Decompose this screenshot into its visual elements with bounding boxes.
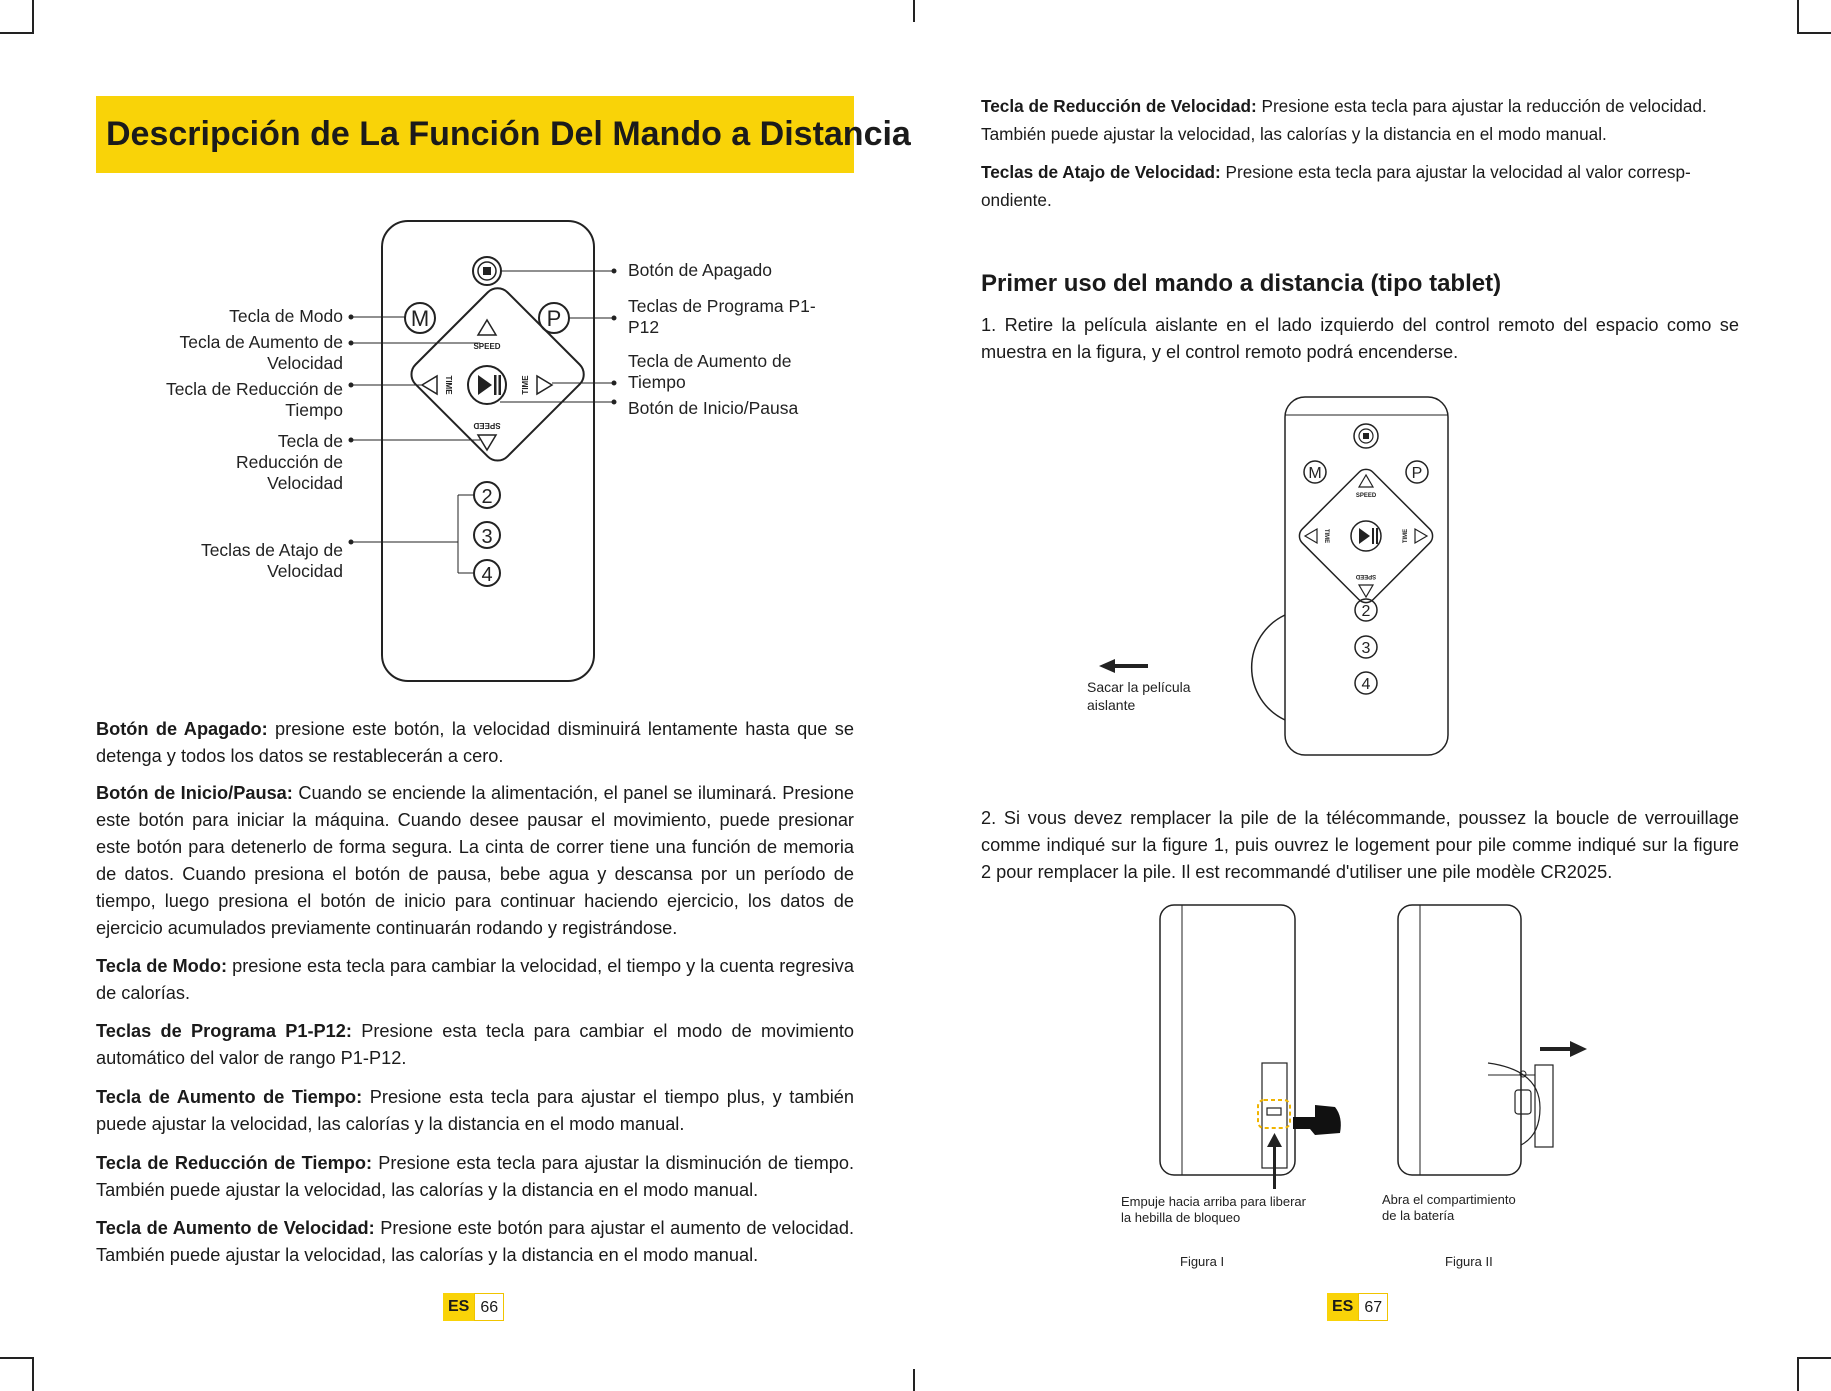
diagram-label: Teclas de Programa P1- [628,296,816,316]
step-2-text: 2. Si vous devez remplacer la pile de la télécommande, poussez la boucle de verrouillage comme indiqué sur la figure 1, puis ouvrez le logement pour pile comme indiqué sur la figure 2 pour remplacer la pile. Il est recommandé d'utiliser une pile modèle CR2025. [981,808,1739,882]
section-subtitle: Primer uso del mando a distancia (tipo tablet) [981,270,1502,297]
term-label: Tecla de Aumento de Velocidad: [96,1218,375,1238]
shortcut-number: 2 [481,486,493,508]
film-label-line-1: Sacar la película [1087,679,1191,695]
shortcut-number: 3 [481,526,493,548]
shortcut-number: 2 [1361,603,1371,620]
mode-letter: M [410,306,430,331]
diagram-label: Reducción de [235,452,343,472]
title-banner [96,96,911,173]
term-label: Botón de Apagado: [96,719,268,739]
diagram-label: Tecla de Reducción de [165,379,343,399]
program-letter: P [546,306,562,331]
diagram-label: Botón de Inicio/Pausa [628,398,799,418]
description-paragraph [96,780,854,942]
term-label: Tecla de Reducción de Velocidad: [981,96,1257,116]
time-up-text: TIME [1403,528,1409,544]
shortcut-button-4 [474,560,500,586]
left-labels [166,306,343,581]
term-description: Presione este botón para ajustar el aumento de velocidad. También puede ajustar la velocidad, las calorías y la distancia en el modo manual. [96,1218,855,1265]
page-number-left [443,1293,504,1321]
figure-2 [1382,895,1650,1270]
diagram-label: Tecla de Modo [229,306,343,326]
page-title: Descripción de La Función Del Mando a Distancia [106,115,911,153]
diagram-label: Velocidad [267,353,343,373]
term-description: Presione esta tecla para cambiar el modo de movimiento automático del valor de rango P1-P12. [96,1021,854,1068]
lock-buckle-highlight [1258,1100,1290,1128]
figure-2-caption-line-1: Abra el compartimiento [1382,1192,1516,1207]
time-down-text: TIME [444,375,453,395]
pointing-hand-icon [1293,1105,1341,1135]
remote-side-body [1398,905,1521,1175]
left-leader-lines [349,315,480,573]
play-pause-button-icon [468,366,506,404]
figure-2-caption-line-2: de la batería [1382,1208,1455,1223]
mode-letter: M [1308,465,1322,482]
diagram-label: Velocidad [267,473,343,493]
right-arrow-icon [1540,1041,1587,1057]
description-paragraph [96,953,854,1007]
time-up-text: TIME [521,375,530,395]
diagram-label: Tiempo [285,400,343,420]
shortcut-number: 4 [1361,676,1371,693]
term-description: Presione esta tecla para ajustar la disminución de tiempo. También puede ajustar la velocidad, las calorías y la distancia en el modo manual. [96,1153,855,1200]
page-number: 66 [474,1293,504,1321]
description-paragraph [981,158,1739,214]
figure-1 [1110,895,1350,1270]
program-button-icon [539,303,569,333]
time-up-arrow-icon [537,376,552,394]
lang-badge: ES [443,1293,474,1321]
left-page [0,0,915,1391]
figure-2-name: Figura II [1445,1254,1493,1269]
diagram-label: Velocidad [267,561,343,581]
diagram-label: Botón de Apagado [628,260,773,280]
description-paragraph [96,1215,854,1269]
term-label: Teclas de Programa P1-P12: [96,1021,352,1041]
speed-down-text: SPEED [1355,573,1377,579]
insulating-film [1252,615,1285,720]
up-arrow-icon [1267,1133,1282,1189]
remote-diagram [150,215,850,685]
speed-up-arrow-icon [478,320,496,335]
remote-film-figure [1085,395,1423,765]
diagram-label: Tecla de Aumento de [179,332,343,352]
right-page [915,0,1831,1391]
diagram-label: Tecla de Aumento de [628,351,792,371]
diagram-label: Tecla de [277,431,343,451]
term-description: Presione esta tecla para ajustar la velocidad al valor corresp-ondiente. [981,162,1691,210]
remote-body [382,221,594,681]
step-1-text: 1. Retire la película aislante en el lado izquierdo del control remoto del espacio como se muestra en la figura, y el control remoto podrá encenderse. [981,315,1739,362]
time-down-text: TIME [1323,528,1329,544]
description-paragraph [96,1018,854,1072]
lang-badge: ES [1327,1293,1358,1321]
term-description: Presione esta tecla para ajustar el tiempo plus, y también puede ajustar la velocidad, las calorías y la distancia en el modo manual. [96,1087,854,1134]
film-label-line-2: aislante [1087,697,1136,713]
description-paragraph [981,92,1739,148]
term-label: Tecla de Reducción de Tiempo: [96,1153,373,1173]
term-description: Presione esta tecla para ajustar la reducción de velocidad. También puede ajustar la velocidad, las calorías y la distancia en el modo manual. [981,96,1707,144]
speed-down-text: SPEED [473,421,501,430]
power-button-icon [473,257,501,285]
shortcut-button-2 [474,482,500,508]
right-labels [628,260,816,418]
diagram-label: Tiempo [628,372,686,392]
description-paragraph [96,1150,854,1204]
diagram-label: Teclas de Atajo de [200,540,343,560]
term-label: Botón de Inicio/Pausa: [96,783,293,803]
shortcut-number: 3 [1361,640,1371,657]
term-label: Tecla de Aumento de Tiempo: [96,1087,363,1107]
program-letter: P [1411,465,1423,482]
term-label: Teclas de Atajo de Velocidad: [981,162,1221,182]
right-leader-lines [500,269,616,404]
term-description: Cuando se enciende la alimentación, el panel se iluminará. Presione este botón para iniciar la máquina. Cuando desee pausar el movimiento, puede presionar este botón para detenerlo de forma segura. La cinta de correr tiene una función de memoria de datos. Cuando presiona el botón de pausa, bebe agua y descansa por un período de tiempo, luego presiona el botón de inicio para continuar haciendo ejercicio, los datos de ejercicio acumulados previamente continuarán rodando y registrándose. [96,783,854,938]
speed-up-text: SPEED [1355,493,1377,499]
diagram-label: P12 [628,317,660,337]
term-description: presione esta tecla para cambiar la velocidad, el tiempo y la cuenta regresiva de calorías. [96,956,854,1003]
speed-down-arrow-icon [478,435,496,450]
description-paragraph [96,1084,854,1138]
shortcut-number: 4 [481,564,493,586]
description-paragraph [96,716,854,770]
left-arrow-icon [1099,659,1148,673]
time-down-arrow-icon [422,376,437,394]
figure-1-name: Figura I [1180,1254,1225,1269]
mode-button-icon [405,303,435,333]
page-number: 67 [1358,1293,1388,1321]
term-description: presione este botón, la velocidad disminuirá lentamente hasta que se detenga y todos los datos se restablecerán a cero. [96,719,854,766]
figure-1-caption-line-2: la hebilla de bloqueo [1121,1210,1241,1225]
figure-1-caption-line-1: Empuje hacia arriba para liberar [1121,1194,1306,1209]
speed-up-text: SPEED [473,342,501,351]
term-label: Tecla de Modo: [96,956,228,976]
shortcut-button-3 [474,522,500,548]
page-number-right [1327,1293,1388,1321]
